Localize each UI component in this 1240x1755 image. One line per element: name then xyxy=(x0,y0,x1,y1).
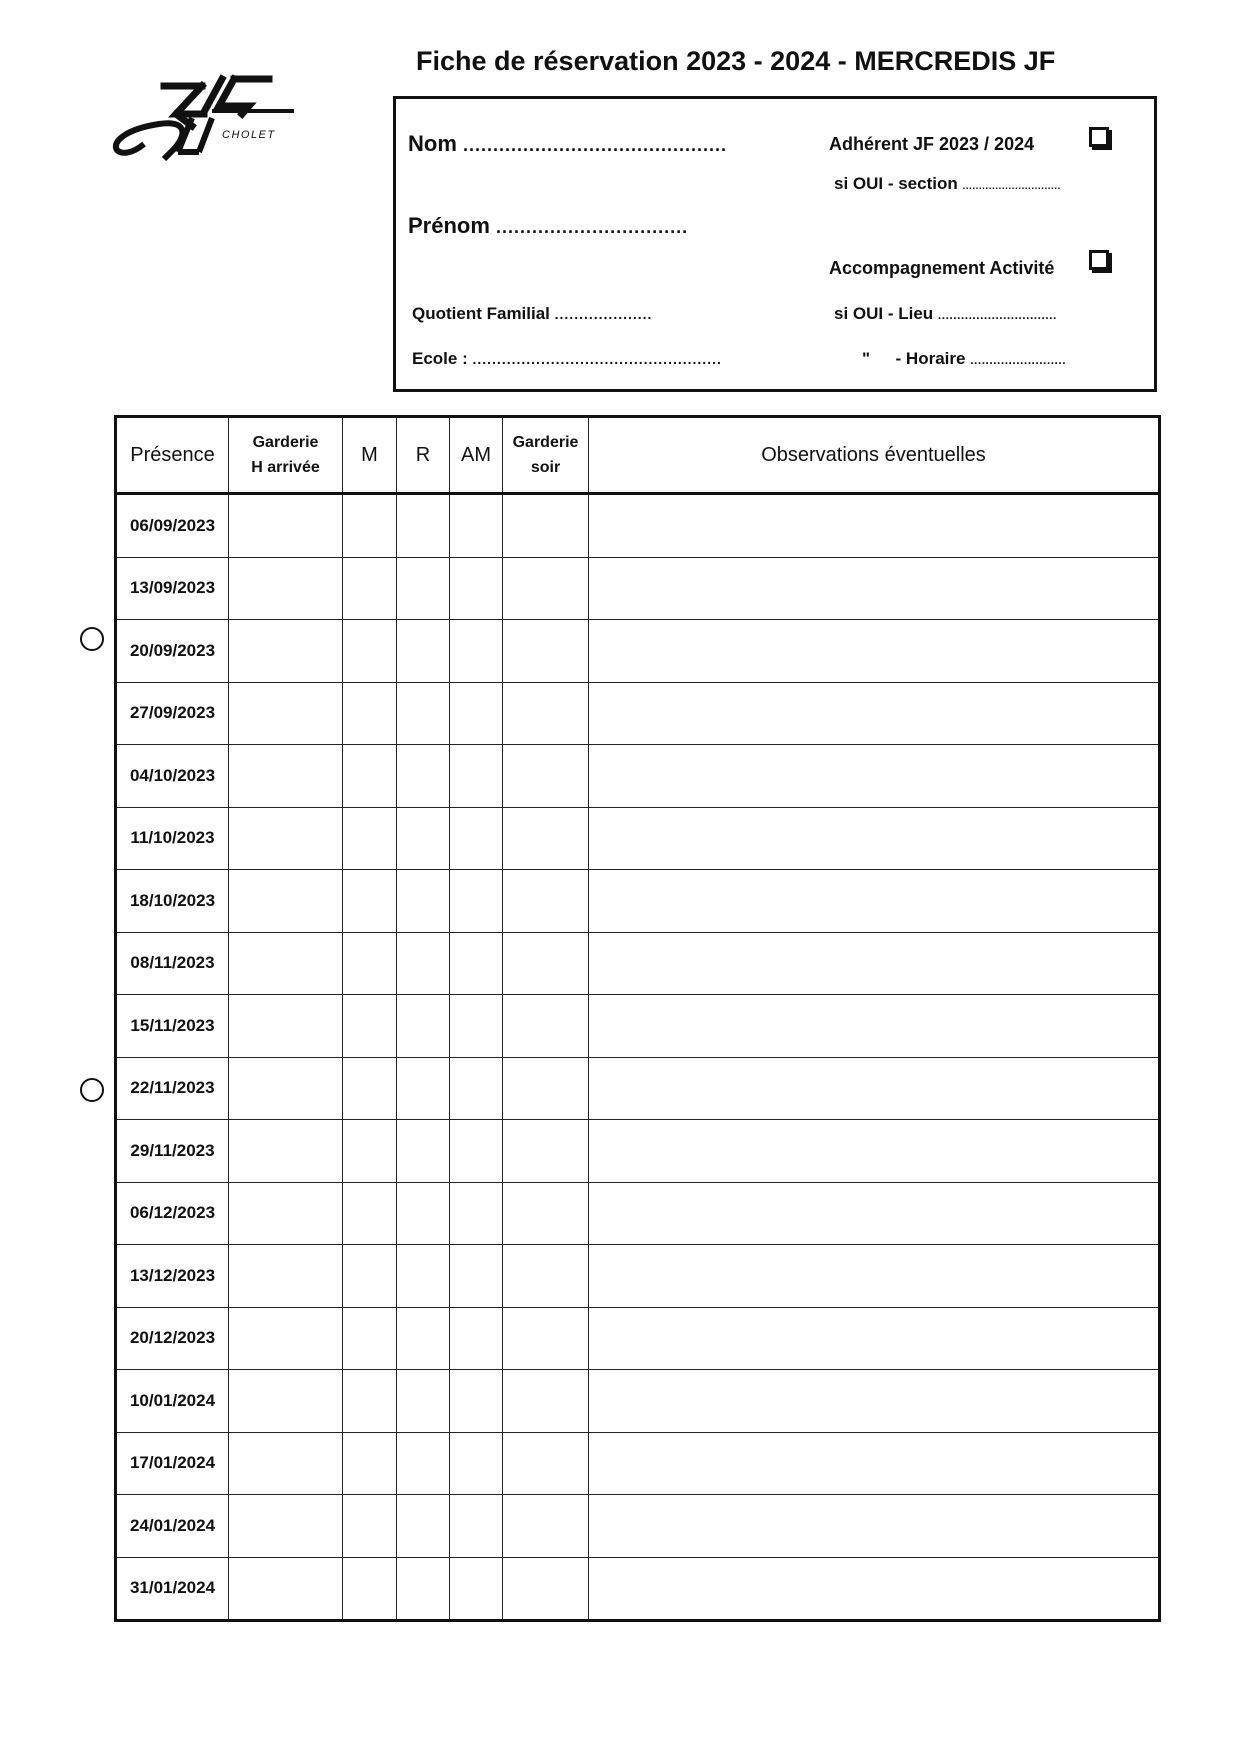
garderie-arrivee-cell[interactable] xyxy=(229,620,343,683)
section-field[interactable] xyxy=(834,174,1061,194)
garderie-soir-cell[interactable] xyxy=(503,682,589,745)
r-cell[interactable] xyxy=(397,1057,450,1120)
punch-hole-top xyxy=(80,627,104,651)
garderie-arrivee-cell[interactable] xyxy=(229,1307,343,1370)
date-cell: 29/11/2023 xyxy=(116,1120,229,1183)
r-cell[interactable] xyxy=(397,620,450,683)
table-row xyxy=(116,1557,1160,1621)
date-cell: 27/09/2023 xyxy=(116,682,229,745)
nom-dots: ............................................ xyxy=(463,135,728,155)
r-cell[interactable] xyxy=(397,1495,450,1558)
date-cell: 04/10/2023 xyxy=(116,745,229,808)
garderie-arrivee-cell[interactable] xyxy=(229,1557,343,1621)
am-cell[interactable] xyxy=(450,745,503,808)
garderie-arrivee-cell[interactable] xyxy=(229,1245,343,1308)
table-row xyxy=(116,620,1160,683)
accompagnement-checkbox[interactable] xyxy=(1089,250,1109,270)
m-cell[interactable] xyxy=(343,1245,397,1308)
table-header-row xyxy=(116,417,1160,494)
garderie-arrivee-cell[interactable] xyxy=(229,1495,343,1558)
garderie-soir-cell[interactable] xyxy=(503,1057,589,1120)
date-cell: 06/09/2023 xyxy=(116,494,229,558)
am-cell[interactable] xyxy=(450,494,503,558)
observations-cell[interactable] xyxy=(589,1557,1160,1621)
garderie-soir-cell[interactable] xyxy=(503,1182,589,1245)
observations-cell[interactable] xyxy=(589,682,1160,745)
quotient-field[interactable] xyxy=(412,304,652,324)
header-garderie-soir-line2: soir xyxy=(530,459,561,476)
r-cell[interactable] xyxy=(397,1370,450,1433)
date-cell: 10/01/2024 xyxy=(116,1370,229,1433)
am-cell[interactable] xyxy=(450,1182,503,1245)
table-row xyxy=(116,1245,1160,1308)
m-cell[interactable] xyxy=(343,745,397,808)
am-cell[interactable] xyxy=(450,995,503,1058)
table-row xyxy=(116,1495,1160,1558)
date-cell: 06/12/2023 xyxy=(116,1182,229,1245)
table-row xyxy=(116,682,1160,745)
date-cell: 08/11/2023 xyxy=(116,932,229,995)
garderie-arrivee-cell[interactable] xyxy=(229,1057,343,1120)
jf-cholet-logo xyxy=(104,74,304,174)
m-cell[interactable] xyxy=(343,1057,397,1120)
garderie-arrivee-cell[interactable] xyxy=(229,995,343,1058)
garderie-soir-cell[interactable] xyxy=(503,745,589,808)
garderie-soir-cell[interactable] xyxy=(503,1432,589,1495)
m-cell[interactable] xyxy=(343,870,397,933)
header-garderie-soir xyxy=(503,417,589,494)
m-cell[interactable] xyxy=(343,557,397,620)
ecole-label: Ecole : xyxy=(412,349,468,368)
observations-cell[interactable] xyxy=(589,1245,1160,1308)
r-cell[interactable] xyxy=(397,807,450,870)
ecole-field[interactable] xyxy=(412,349,722,369)
horaire-field[interactable] xyxy=(862,349,1066,369)
adherent-label: Adhérent JF 2023 / 2024 xyxy=(829,134,1035,154)
header-r: R xyxy=(397,417,450,494)
header-am: AM xyxy=(450,417,503,494)
garderie-arrivee-cell[interactable] xyxy=(229,1120,343,1183)
garderie-arrivee-cell[interactable] xyxy=(229,1432,343,1495)
m-cell[interactable] xyxy=(343,995,397,1058)
header-garderie-soir-line1: Garderie xyxy=(512,434,579,451)
table-row xyxy=(116,1432,1160,1495)
m-cell[interactable] xyxy=(343,1370,397,1433)
garderie-soir-cell[interactable] xyxy=(503,870,589,933)
table-row xyxy=(116,807,1160,870)
punch-hole-bottom xyxy=(80,1078,104,1102)
garderie-soir-cell[interactable] xyxy=(503,932,589,995)
observations-cell[interactable] xyxy=(589,1307,1160,1370)
m-cell[interactable] xyxy=(343,1495,397,1558)
observations-cell[interactable] xyxy=(589,995,1160,1058)
am-cell[interactable] xyxy=(450,1057,503,1120)
am-cell[interactable] xyxy=(450,870,503,933)
table-row xyxy=(116,745,1160,808)
adherent-checkbox[interactable] xyxy=(1089,127,1109,147)
prenom-field[interactable] xyxy=(408,213,688,239)
garderie-soir-cell[interactable] xyxy=(503,1495,589,1558)
m-cell[interactable] xyxy=(343,1432,397,1495)
date-cell: 15/11/2023 xyxy=(116,995,229,1058)
prenom-label: Prénom xyxy=(408,213,490,238)
date-cell: 13/09/2023 xyxy=(116,557,229,620)
prenom-dots: ................................ xyxy=(496,217,689,237)
table-row xyxy=(116,1057,1160,1120)
observations-cell[interactable] xyxy=(589,557,1160,620)
am-cell[interactable] xyxy=(450,1495,503,1558)
m-cell[interactable] xyxy=(343,932,397,995)
jf-logo-icon xyxy=(104,74,304,174)
table-row xyxy=(116,1182,1160,1245)
observations-cell[interactable] xyxy=(589,620,1160,683)
lieu-dots: ............................... xyxy=(937,308,1057,322)
m-cell[interactable] xyxy=(343,1557,397,1621)
reservation-table xyxy=(114,415,1161,1622)
section-dots: .............................. xyxy=(962,181,1061,192)
r-cell[interactable] xyxy=(397,745,450,808)
section-label: si OUI - section xyxy=(834,174,958,193)
am-cell[interactable] xyxy=(450,620,503,683)
date-cell: 24/01/2024 xyxy=(116,1495,229,1558)
m-cell[interactable] xyxy=(343,807,397,870)
identity-form-box xyxy=(393,96,1157,392)
header-garderie-arrivee-line2: H arrivée xyxy=(251,459,320,476)
garderie-soir-cell[interactable] xyxy=(503,1245,589,1308)
garderie-soir-cell[interactable] xyxy=(503,620,589,683)
m-cell[interactable] xyxy=(343,1182,397,1245)
r-cell[interactable] xyxy=(397,1245,450,1308)
r-cell[interactable] xyxy=(397,1557,450,1621)
nom-field[interactable] xyxy=(408,131,727,157)
lieu-field[interactable] xyxy=(834,304,1057,324)
am-cell[interactable] xyxy=(450,932,503,995)
garderie-arrivee-cell[interactable] xyxy=(229,1182,343,1245)
am-cell[interactable] xyxy=(450,1307,503,1370)
date-cell: 17/01/2024 xyxy=(116,1432,229,1495)
table-row xyxy=(116,870,1160,933)
garderie-arrivee-cell[interactable] xyxy=(229,870,343,933)
observations-cell[interactable] xyxy=(589,1120,1160,1183)
m-cell[interactable] xyxy=(343,494,397,558)
am-cell[interactable] xyxy=(450,1557,503,1621)
table-row xyxy=(116,1370,1160,1433)
header-garderie-arrivee-line1: Garderie xyxy=(252,434,319,451)
am-cell[interactable] xyxy=(450,1370,503,1433)
observations-cell[interactable] xyxy=(589,745,1160,808)
date-cell: 11/10/2023 xyxy=(116,807,229,870)
lieu-label: si OUI - Lieu xyxy=(834,304,934,323)
page-title: Fiche de réservation 2023 - 2024 - MERCREDIS JF xyxy=(416,46,1056,76)
horaire-dots: ......................... xyxy=(970,353,1067,367)
r-cell[interactable] xyxy=(397,1432,450,1495)
garderie-arrivee-cell[interactable] xyxy=(229,932,343,995)
garderie-soir-cell[interactable] xyxy=(503,995,589,1058)
table-row xyxy=(116,494,1160,558)
date-cell: 18/10/2023 xyxy=(116,870,229,933)
header-observations: Observations éventuelles xyxy=(589,417,1160,494)
date-cell: 13/12/2023 xyxy=(116,1245,229,1308)
quotient-label: Quotient Familial xyxy=(412,304,550,323)
observations-cell[interactable] xyxy=(589,1432,1160,1495)
garderie-arrivee-cell[interactable] xyxy=(229,1370,343,1433)
observations-cell[interactable] xyxy=(589,494,1160,558)
m-cell[interactable] xyxy=(343,1120,397,1183)
am-cell[interactable] xyxy=(450,1245,503,1308)
observations-cell[interactable] xyxy=(589,1182,1160,1245)
header-m: M xyxy=(343,417,397,494)
garderie-soir-cell[interactable] xyxy=(503,557,589,620)
nom-label: Nom xyxy=(408,131,457,156)
observations-cell[interactable] xyxy=(589,807,1160,870)
r-cell[interactable] xyxy=(397,682,450,745)
observations-cell[interactable] xyxy=(589,870,1160,933)
table-row xyxy=(116,1120,1160,1183)
garderie-arrivee-cell[interactable] xyxy=(229,745,343,808)
am-cell[interactable] xyxy=(450,807,503,870)
garderie-arrivee-cell[interactable] xyxy=(229,682,343,745)
observations-cell[interactable] xyxy=(589,1370,1160,1433)
m-cell[interactable] xyxy=(343,620,397,683)
table-row xyxy=(116,932,1160,995)
garderie-soir-cell[interactable] xyxy=(503,494,589,558)
observations-cell[interactable] xyxy=(589,1495,1160,1558)
date-cell: 20/09/2023 xyxy=(116,620,229,683)
observations-cell[interactable] xyxy=(589,1057,1160,1120)
table-row xyxy=(116,557,1160,620)
header-garderie-arrivee xyxy=(229,417,343,494)
quotient-dots: .................... xyxy=(554,306,653,322)
garderie-soir-cell[interactable] xyxy=(503,1307,589,1370)
garderie-soir-cell[interactable] xyxy=(503,1370,589,1433)
m-cell[interactable] xyxy=(343,682,397,745)
garderie-soir-cell[interactable] xyxy=(503,1120,589,1183)
am-cell[interactable] xyxy=(450,1120,503,1183)
table-row xyxy=(116,1307,1160,1370)
r-cell[interactable] xyxy=(397,1307,450,1370)
date-cell: 31/01/2024 xyxy=(116,1557,229,1621)
am-cell[interactable] xyxy=(450,1432,503,1495)
garderie-arrivee-cell[interactable] xyxy=(229,494,343,558)
garderie-arrivee-cell[interactable] xyxy=(229,557,343,620)
table-row xyxy=(116,995,1160,1058)
r-cell[interactable] xyxy=(397,557,450,620)
date-cell: 20/12/2023 xyxy=(116,1307,229,1370)
r-cell[interactable] xyxy=(397,870,450,933)
garderie-soir-cell[interactable] xyxy=(503,807,589,870)
garderie-arrivee-cell[interactable] xyxy=(229,807,343,870)
accompagnement-label: Accompagnement Activité xyxy=(829,258,1055,278)
m-cell[interactable] xyxy=(343,1307,397,1370)
logo-text: CHOLET xyxy=(222,129,276,141)
header-presence: Présence xyxy=(116,417,229,494)
ecole-dots: ................................................... xyxy=(472,351,722,367)
garderie-soir-cell[interactable] xyxy=(503,1557,589,1621)
r-cell[interactable] xyxy=(397,1120,450,1183)
date-cell: 22/11/2023 xyxy=(116,1057,229,1120)
r-cell[interactable] xyxy=(397,494,450,558)
r-cell[interactable] xyxy=(397,1182,450,1245)
am-cell[interactable] xyxy=(450,682,503,745)
horaire-label: - Horaire xyxy=(895,349,966,368)
observations-cell[interactable] xyxy=(589,932,1160,995)
ditto-mark: " xyxy=(862,349,871,368)
r-cell[interactable] xyxy=(397,932,450,995)
am-cell[interactable] xyxy=(450,557,503,620)
r-cell[interactable] xyxy=(397,995,450,1058)
